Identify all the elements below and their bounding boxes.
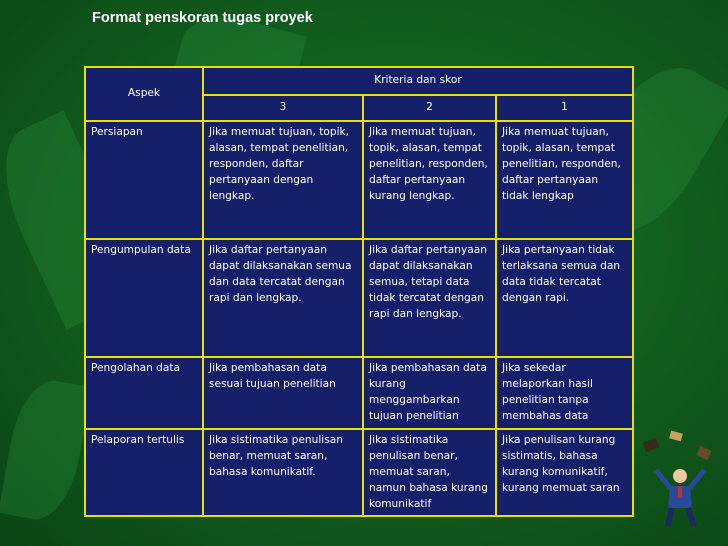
folder-icon: [669, 431, 683, 442]
criteria-cell: Jika sistimatika penulisan benar, memuat saran, namun bahasa kurang komunikatif: [363, 429, 496, 516]
criteria-cell: Jika memuat tujuan, topik, alasan, tempat penelitian, responden, daftar pertanyaan dengan lengkap.: [203, 121, 363, 239]
table-row: [85, 239, 633, 357]
criteria-cell: Jika penulisan kurang sistimatis, bahasa kurang komunikatif, kurang memuat saran: [496, 429, 633, 516]
aspect-cell: Pengumpulan data: [85, 239, 203, 357]
criteria-cell: Jika daftar pertanyaan dapat dilaksanakan semua, tetapi data tidak tercatat dengan rapi dan lengkap.: [363, 239, 496, 357]
criteria-cell: Jika memuat tujuan, topik, alasan, tempat penelitian, responden, daftar pertanyaan kurang lengkap.: [363, 121, 496, 239]
criteria-cell: Jika sekedar melaporkan hasil penelitian tanpa membahas data: [496, 357, 633, 429]
scoring-table: [84, 66, 634, 517]
criteria-cell: Jika pembahasan data sesuai tujuan penelitian: [203, 357, 363, 429]
aspect-cell: Pengolahan data: [85, 357, 203, 429]
aspect-header: Aspek: [85, 67, 203, 121]
slide-title: Format penskoran tugas proyek: [92, 10, 313, 26]
score-header-3: 3: [203, 95, 363, 121]
book-icon: [696, 446, 711, 460]
criteria-header: Kriteria dan skor: [203, 67, 633, 95]
briefcase-icon: [643, 438, 660, 452]
head-icon: [673, 469, 687, 483]
criteria-cell: Jika sistimatika penulisan benar, memuat saran, bahasa komunikatif.: [203, 429, 363, 516]
legs-icon: [668, 508, 694, 526]
criteria-cell: Jika daftar pertanyaan dapat dilaksanakan semua dan data tercatat dengan rapi dan lengkap.: [203, 239, 363, 357]
score-header-2: 2: [363, 95, 496, 121]
aspect-cell: Pelaporan tertulis: [85, 429, 203, 516]
aspect-cell: Persiapan: [85, 121, 203, 239]
juggling-businessman-clipart: [640, 430, 720, 530]
score-header-1: 1: [496, 95, 633, 121]
table-row: [85, 357, 633, 429]
criteria-cell: Jika pertanyaan tidak terlaksana semua dan data tidak tercatat dengan rapi.: [496, 239, 633, 357]
background-leaf: [0, 375, 92, 525]
table-row: [85, 121, 633, 239]
table-row: [85, 429, 633, 516]
tie-icon: [678, 486, 682, 498]
criteria-cell: Jika memuat tujuan, topik, alasan, tempat penelitian, responden, daftar pertanyaan tidak lengkap: [496, 121, 633, 239]
criteria-cell: Jika pembahasan data kurang menggambarkan tujuan penelitian: [363, 357, 496, 429]
